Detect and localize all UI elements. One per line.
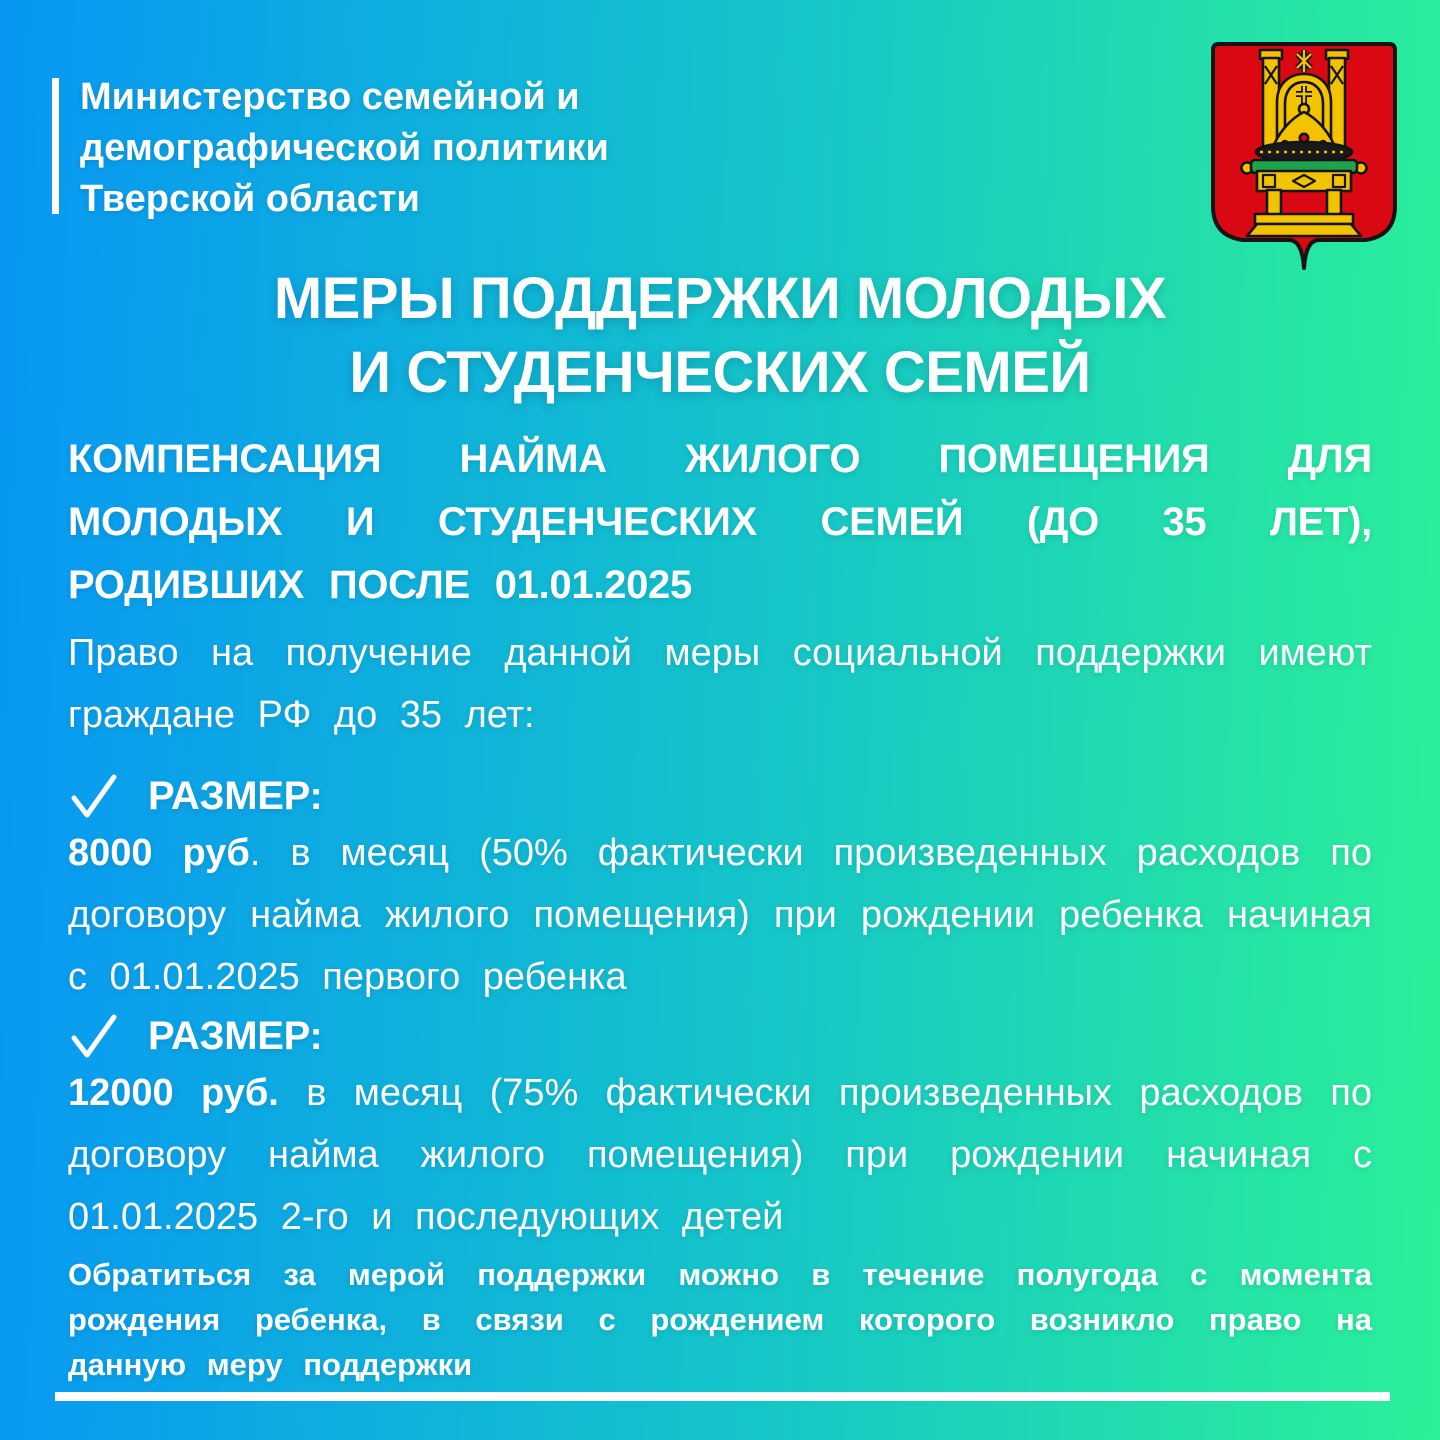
tver-coat-of-arms-icon [1207,38,1401,278]
check-icon [68,770,120,822]
benefit-1-amount: 8000 руб [68,832,250,874]
coat-of-arms-svg [1207,38,1401,278]
page-title-line2: И СТУДЕНЧЕСКИХ СЕМЕЙ [349,340,1091,405]
benefit-2-label: РАЗМЕР: [148,1013,323,1058]
accent-bar [52,78,59,214]
page-title-line1: МЕРЫ ПОДДЕРЖКИ МОЛОДЫХ [273,266,1167,331]
intro-paragraph: Право на получение данной меры социальной поддержки имеют граждане РФ до 35 лет: [68,632,1372,736]
ministry-header [52,72,672,225]
benefit-1-header [68,770,322,822]
benefit-2-details: в месяц (75% фактически произведенных расходов по договору найма жилого помещения) при рождении начиная с 01.01.2025 2-го и последующих детей [68,1072,1372,1238]
benefit-1-text [68,822,1372,1008]
check-icon [68,1010,120,1062]
benefit-1-label: РАЗМЕР: [148,773,323,818]
page-title [0,262,1440,410]
ministry-name: Министерство семейной и демографической политики Тверской области [80,76,609,220]
benefit-2-header [68,1010,322,1062]
benefit-2-text [68,1062,1372,1248]
divider-line [55,1392,1390,1401]
benefit-1-details: . в месяц (50% фактически произведенных расходов по договору найма жилого помещения) при рождении ребенка начиная с 01.01.2025 первого ребенка [68,832,1372,998]
footer-note: Обратиться за мерой поддержки можно в течение полугода с момента рождения ребенка, в связи с рождением которого возникло право на данную меру поддержки [68,1257,1372,1382]
subtitle: КОМПЕНСАЦИЯ НАЙМА ЖИЛОГО ПОМЕЩЕНИЯ ДЛЯ МОЛОДЫХ И СТУДЕНЧЕСКИХ СЕМЕЙ (ДО 35 ЛЕТ), РОДИВШИХ ПОСЛЕ 01.01.2025 [68,437,1372,607]
benefit-2-amount: 12000 руб. [68,1072,279,1114]
